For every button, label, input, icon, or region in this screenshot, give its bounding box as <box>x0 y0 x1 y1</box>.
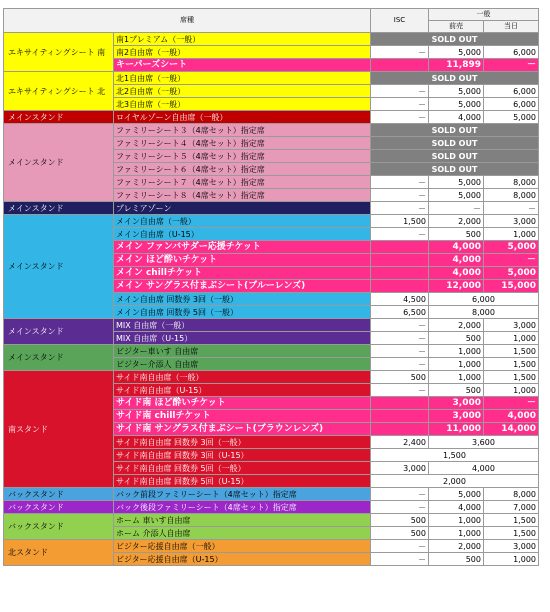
seat-name: メイン自由席 回数券 3回（一般） <box>114 293 371 306</box>
table-row <box>4 345 539 358</box>
price-day-of: 3,000 <box>484 215 539 228</box>
seat-name: プレミアゾーン <box>114 202 371 215</box>
price-merged: 3,600 <box>429 436 539 449</box>
area-cell: メインスタンド <box>4 319 114 345</box>
area-cell: エキサイティングシート 北 <box>4 72 114 111</box>
seat-name: MIX 自由席（U-15） <box>114 332 371 345</box>
seat-name: ビジター応援自由席（一般） <box>114 540 371 553</box>
price-isc: － <box>371 189 429 202</box>
seat-name: ファミリーシート８（4席セット）指定席 <box>114 189 371 202</box>
seat-name: メイン自由席 回数券 5回（一般） <box>114 306 371 319</box>
table-row <box>4 111 539 124</box>
price-isc <box>371 241 429 254</box>
price-advance: 4,000 <box>429 501 484 514</box>
price-isc: － <box>371 46 429 59</box>
price-table <box>3 8 539 566</box>
price-advance: 12,000 <box>429 280 484 293</box>
seat-name: ロイヤルゾーン自由席（一般） <box>114 111 371 124</box>
price-advance: 1,000 <box>429 371 484 384</box>
price-advance: 4,000 <box>429 254 484 267</box>
price-advance: 4,000 <box>429 267 484 280</box>
price-isc: － <box>371 488 429 501</box>
price-merged: 8,000 <box>429 306 539 319</box>
price-advance: 500 <box>429 553 484 566</box>
price-day-of: 1,000 <box>484 384 539 397</box>
seat-name: 南1プレミアム（一般） <box>114 33 371 46</box>
seat-name: メイン ファンバサダー応援チケット <box>114 241 371 254</box>
price-isc <box>371 423 429 436</box>
sold-out-badge: SOLD OUT <box>371 72 539 85</box>
table-body <box>4 33 539 566</box>
table-row <box>4 215 539 228</box>
price-advance: 2,000 <box>429 215 484 228</box>
price-day-of: 5,000 <box>484 241 539 254</box>
seat-name: サイド南自由席 回数券 3回（U-15） <box>114 449 371 462</box>
price-isc: 6,500 <box>371 306 429 319</box>
price-isc <box>371 410 429 423</box>
price-advance: 11,000 <box>429 423 484 436</box>
table-row <box>4 488 539 501</box>
table-row <box>4 319 539 332</box>
price-isc: 3,000 <box>371 462 429 475</box>
seat-name: 北3自由席（一般） <box>114 98 371 111</box>
seat-name: ビジター介添人 自由席 <box>114 358 371 371</box>
sold-out-badge: SOLD OUT <box>371 150 539 163</box>
seat-name: サイド南自由席 回数券 5回（一般） <box>114 462 371 475</box>
price-advance: 1,000 <box>429 345 484 358</box>
price-day-of: 6,000 <box>484 98 539 111</box>
seat-name: メイン ほど酔いチケット <box>114 254 371 267</box>
seat-name: ビジター車いす 自由席 <box>114 345 371 358</box>
price-day-of: 8,000 <box>484 189 539 202</box>
price-day-of: 6,000 <box>484 46 539 59</box>
table-row <box>4 124 539 137</box>
price-merged: 4,000 <box>429 462 539 475</box>
table-row <box>4 72 539 85</box>
seat-name: メイン サングラス付まぶシート(ブルーレンズ) <box>114 280 371 293</box>
price-merged: 6,000 <box>429 293 539 306</box>
seat-name: ホーム 介添人自由席 <box>114 527 371 540</box>
seat-name: ファミリーシート５（4席セット）指定席 <box>114 150 371 163</box>
price-day-of: 3,000 <box>484 319 539 332</box>
price-advance: 5,000 <box>429 98 484 111</box>
area-cell: バックスタンド <box>4 501 114 514</box>
seat-name: 南2自由席（一般） <box>114 46 371 59</box>
table-row <box>4 202 539 215</box>
price-day-of: － <box>484 59 539 72</box>
header-general: 一般 <box>429 9 539 21</box>
price-isc: － <box>371 228 429 241</box>
seat-name: サイド南 サングラス付まぶシート(ブラウンレンズ) <box>114 423 371 436</box>
seat-name: ファミリーシート６（4席セット）指定席 <box>114 163 371 176</box>
seat-name: ファミリーシート３（4席セット）指定席 <box>114 124 371 137</box>
price-day-of: 1,000 <box>484 228 539 241</box>
seat-name: バック前段ファミリーシート（4席セット）指定席 <box>114 488 371 501</box>
area-cell: エキサイティングシート 南 <box>4 33 114 72</box>
price-isc: － <box>371 345 429 358</box>
seat-name: メイン自由席（U-15） <box>114 228 371 241</box>
price-day-of: 4,000 <box>484 410 539 423</box>
price-day-of: 1,500 <box>484 371 539 384</box>
price-day-of: 1,500 <box>484 345 539 358</box>
price-advance: 5,000 <box>429 46 484 59</box>
price-day-of: 1,000 <box>484 553 539 566</box>
header-day-of: 当日 <box>484 21 539 33</box>
header-isc: ISC <box>371 9 429 33</box>
sold-out-badge: SOLD OUT <box>371 33 539 46</box>
price-isc: 2,400 <box>371 436 429 449</box>
price-advance: 11,899 <box>429 59 484 72</box>
price-day-of: 15,000 <box>484 280 539 293</box>
price-day-of: － <box>484 202 539 215</box>
price-isc <box>371 280 429 293</box>
price-isc: 1,500 <box>371 215 429 228</box>
price-day-of: － <box>484 254 539 267</box>
price-day-of: 8,000 <box>484 176 539 189</box>
price-isc: － <box>371 98 429 111</box>
seat-name: 北1自由席（一般） <box>114 72 371 85</box>
price-merged: 2,000 <box>371 475 539 488</box>
price-advance: 3,000 <box>429 410 484 423</box>
price-isc: － <box>371 85 429 98</box>
price-isc: － <box>371 111 429 124</box>
price-day-of: 1,500 <box>484 527 539 540</box>
price-isc: 500 <box>371 371 429 384</box>
sold-out-badge: SOLD OUT <box>371 124 539 137</box>
seat-name: サイド南自由席（一般） <box>114 371 371 384</box>
price-advance: 500 <box>429 384 484 397</box>
price-day-of: 3,000 <box>484 540 539 553</box>
seat-name: ホーム 車いす自由席 <box>114 514 371 527</box>
price-advance: 1,000 <box>429 514 484 527</box>
price-advance: 5,000 <box>429 488 484 501</box>
header-seat-type: 席種 <box>4 9 371 33</box>
seat-name: メイン自由席（一般） <box>114 215 371 228</box>
price-advance: 5,000 <box>429 176 484 189</box>
price-isc <box>371 397 429 410</box>
table-row <box>4 501 539 514</box>
price-day-of: 1,000 <box>484 332 539 345</box>
area-cell: 北スタンド <box>4 540 114 566</box>
price-advance: 3,000 <box>429 397 484 410</box>
table-row <box>4 371 539 384</box>
seat-name: サイド南自由席 回数券 5回（U-15） <box>114 475 371 488</box>
area-cell: メインスタンド <box>4 202 114 215</box>
price-isc: － <box>371 553 429 566</box>
price-isc <box>371 59 429 72</box>
area-cell: 南スタンド <box>4 371 114 488</box>
price-day-of: 1,500 <box>484 358 539 371</box>
seat-name: キーパーズシート <box>114 59 371 72</box>
sold-out-badge: SOLD OUT <box>371 163 539 176</box>
price-isc: － <box>371 176 429 189</box>
seat-name: サイド南 ほど酔いチケット <box>114 397 371 410</box>
price-advance: 1,000 <box>429 358 484 371</box>
price-isc: 4,500 <box>371 293 429 306</box>
area-cell: メインスタンド <box>4 111 114 124</box>
table-row <box>4 540 539 553</box>
price-day-of: 7,000 <box>484 501 539 514</box>
seat-name: サイド南 chillチケット <box>114 410 371 423</box>
price-isc: － <box>371 501 429 514</box>
price-isc: － <box>371 358 429 371</box>
price-advance: 500 <box>429 332 484 345</box>
price-advance: 2,000 <box>429 319 484 332</box>
price-merged: 1,500 <box>371 449 539 462</box>
price-advance: 5,000 <box>429 189 484 202</box>
price-isc: 500 <box>371 514 429 527</box>
price-advance: 5,000 <box>429 85 484 98</box>
area-cell: メインスタンド <box>4 124 114 202</box>
price-day-of: 8,000 <box>484 488 539 501</box>
price-isc: － <box>371 319 429 332</box>
price-advance: － <box>429 202 484 215</box>
seat-name: ビジター応援自由席（U-15） <box>114 553 371 566</box>
price-isc: 500 <box>371 527 429 540</box>
price-isc: － <box>371 384 429 397</box>
area-cell: メインスタンド <box>4 215 114 319</box>
price-isc: － <box>371 540 429 553</box>
price-advance: 4,000 <box>429 241 484 254</box>
price-isc <box>371 267 429 280</box>
sold-out-badge: SOLD OUT <box>371 137 539 150</box>
area-cell: メインスタンド <box>4 345 114 371</box>
seat-name: メイン chillチケット <box>114 267 371 280</box>
seat-name: バック後段ファミリーシート（4席セット）指定席 <box>114 501 371 514</box>
table-row <box>4 514 539 527</box>
price-advance: 2,000 <box>429 540 484 553</box>
price-isc: － <box>371 202 429 215</box>
price-day-of: 5,000 <box>484 111 539 124</box>
price-isc: － <box>371 332 429 345</box>
table-row <box>4 33 539 46</box>
price-day-of: 1,500 <box>484 514 539 527</box>
seat-name: サイド南自由席 回数券 3回（一般） <box>114 436 371 449</box>
seat-name: 北2自由席（一般） <box>114 85 371 98</box>
seat-name: ファミリーシート７（4席セット）指定席 <box>114 176 371 189</box>
price-day-of: － <box>484 397 539 410</box>
seat-name: サイド南自由席（U-15） <box>114 384 371 397</box>
price-advance: 4,000 <box>429 111 484 124</box>
header-advance: 前売 <box>429 21 484 33</box>
price-day-of: 14,000 <box>484 423 539 436</box>
price-isc <box>371 254 429 267</box>
seat-name: ファミリーシート４（4席セット）指定席 <box>114 137 371 150</box>
price-advance: 500 <box>429 228 484 241</box>
price-day-of: 5,000 <box>484 267 539 280</box>
area-cell: バックスタンド <box>4 514 114 540</box>
price-day-of: 6,000 <box>484 85 539 98</box>
seat-name: MIX 自由席（一般） <box>114 319 371 332</box>
price-advance: 1,000 <box>429 527 484 540</box>
area-cell: バックスタンド <box>4 488 114 501</box>
